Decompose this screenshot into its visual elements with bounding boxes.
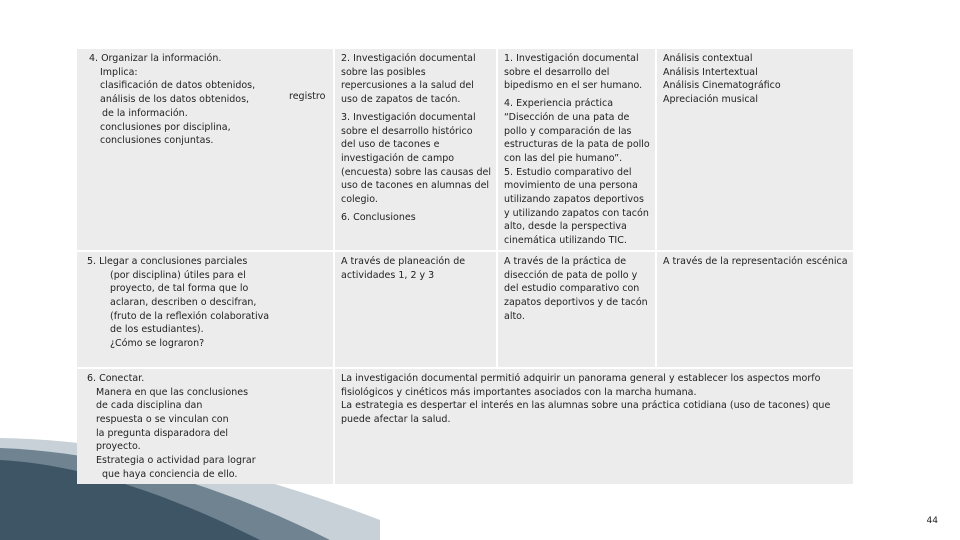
cell-line: 4. Organizar la información.: [89, 53, 222, 64]
table-row: [77, 252, 853, 367]
cell-line: zapatos deportivos y de tacón: [504, 296, 648, 308]
cell-line: ¿Cómo se lograron?: [110, 338, 205, 350]
cell-line: proyecto, de tal forma que lo: [110, 283, 249, 295]
row2-col4-cell: [657, 252, 853, 367]
cell-line: investigación de campo: [341, 152, 455, 164]
cell-line: respuesta o se vinculan con: [96, 413, 229, 425]
cell-line: 5. Llegar a conclusiones parciales: [87, 255, 248, 267]
cell-line: cinemática utilizando TIC.: [504, 235, 627, 247]
cell-line: del estudio comparativo con: [504, 283, 640, 295]
cell-line: sobre el desarrollo del: [504, 66, 610, 78]
table-row: [77, 49, 853, 250]
cell-line: 3. Investigación documental: [341, 111, 476, 123]
cell-line: 1. Investigación documental: [504, 53, 639, 64]
cell-line: y utilizando zapatos con tacón: [504, 207, 649, 219]
cell-line: la pregunta disparadora del: [96, 427, 228, 439]
cell-line: 2. Investigación documental: [341, 53, 476, 64]
cell-line: de los estudiantes).: [110, 324, 204, 336]
cell-line: del uso de tacones e: [341, 139, 440, 151]
cell-line: utilizando zapatos deportivos: [504, 194, 644, 206]
cell-line: (por disciplina) útiles para el: [110, 269, 246, 281]
cell-line: Estrategia o actividad para lograr: [96, 455, 256, 467]
cell-line: conclusiones conjuntas.: [100, 135, 214, 147]
cell-line: sobre las posibles: [341, 66, 426, 78]
cell-line: de cada disciplina dan: [96, 400, 203, 412]
cell-line: movimiento de una persona: [504, 180, 638, 192]
cell-line: alto.: [504, 310, 525, 322]
cell-line: 4. Experiencia práctica: [504, 98, 614, 110]
cell-line: estructuras de la pata de pollo: [504, 139, 650, 151]
row1-col4-cell: [657, 49, 853, 250]
row2-col2-cell: [335, 252, 496, 367]
row1-col1-cell: [77, 49, 333, 250]
row3-merged-cell: [335, 369, 853, 484]
cell-line: (fruto de la reflexión colaborativa: [110, 310, 270, 322]
registro-label: registro: [289, 91, 326, 102]
cell-line: proyecto.: [96, 441, 141, 453]
cell-line: conclusiones por disciplina,: [100, 121, 231, 133]
cell-line: Manera en que las conclusiones: [96, 386, 249, 398]
row1-col3-cell: [498, 49, 655, 250]
cell-line: que haya conciencia de ello.: [102, 468, 238, 480]
cell-line: La estrategia es despertar el interés en las alumnas sobre una práctica cotidiana (uso de tacones) que: [341, 400, 831, 412]
cell-line: sobre el desarrollo histórico: [341, 125, 473, 137]
cell-line: actividades 1, 2 y 3: [341, 269, 435, 281]
cell-line: bipedismo en el ser humano.: [504, 80, 643, 92]
cell-line: Análisis contextual: [663, 53, 753, 64]
cell-line: Implica:: [100, 66, 138, 78]
cell-line: clasificación de datos obtenidos,: [100, 80, 256, 92]
cell-line: (encuesta) sobre las causas del: [341, 166, 491, 178]
cell-line: análisis de los datos obtenidos,: [100, 94, 250, 106]
cell-line: uso de tacones en alumnas del: [341, 180, 490, 192]
page-number: 44: [926, 516, 938, 526]
cell-line: 6. Conclusiones: [341, 211, 416, 223]
cell-line: uso de zapatos de tacón.: [341, 94, 461, 106]
table-row: [77, 369, 853, 484]
cell-line: Apreciación musical: [663, 94, 759, 106]
cell-line: A través de la representación escénica: [663, 255, 848, 267]
cell-line: repercusiones a la salud del: [341, 80, 474, 92]
cell-line: puede afectar la salud.: [341, 413, 451, 425]
cell-line: La investigación documental permitió adquirir un panorama general y establecer los aspectos morfo: [341, 372, 821, 384]
row3-col1-cell: [77, 369, 333, 484]
cell-line: pollo y comparación de las: [504, 125, 632, 137]
cell-line: colegio.: [341, 194, 378, 206]
row2-col1-cell: [77, 252, 333, 367]
cell-line: A través de planeación de: [341, 255, 466, 267]
cell-line: alto, desde la perspectiva: [504, 221, 627, 233]
cell-line: con las del pie humano”.: [504, 152, 623, 164]
row2-col3-cell: [498, 252, 655, 367]
project-table: [75, 47, 855, 486]
cell-line: de la información.: [102, 107, 188, 119]
cell-line: 6. Conectar.: [87, 372, 145, 384]
cell-line: A través de la práctica de: [504, 255, 627, 267]
cell-line: aclaran, describen o descifran,: [110, 296, 257, 308]
cell-line: disección de pata de pollo y: [504, 269, 638, 281]
cell-line: fisiológicos y cinéticos más importantes asociados con la marcha humana.: [341, 386, 697, 398]
cell-line: 5. Estudio comparativo del: [504, 166, 632, 178]
cell-line: Análisis Intertextual: [663, 66, 758, 78]
row1-col2-cell: [335, 49, 496, 250]
cell-line: “Disección de una pata de: [504, 111, 630, 123]
cell-line: Análisis Cinematográfico: [663, 80, 781, 92]
